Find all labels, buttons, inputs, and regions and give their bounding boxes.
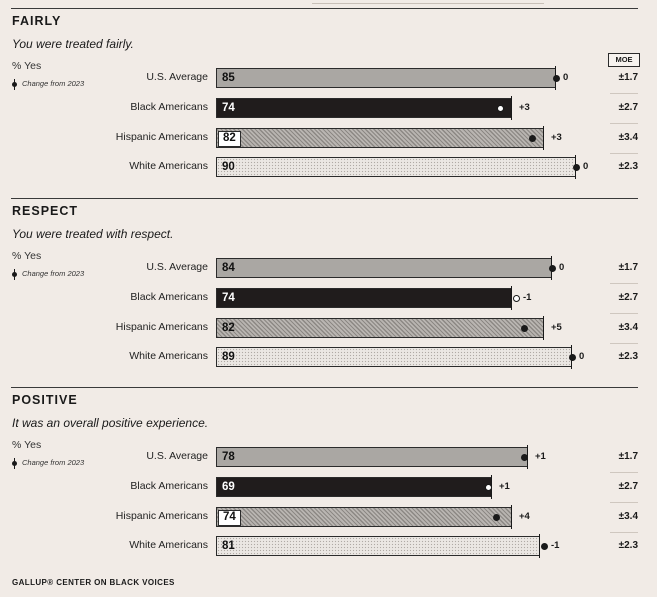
category-label: Black Americans xyxy=(130,101,208,113)
change-legend xyxy=(12,269,84,278)
bar-value-label: 89 xyxy=(222,351,235,363)
bar-black xyxy=(216,288,512,308)
bar-value-label: 84 xyxy=(222,262,235,274)
bar-hisp xyxy=(216,507,512,527)
change-value-label: 0 xyxy=(563,72,569,83)
change-marker-icon xyxy=(12,461,17,466)
bar-white xyxy=(216,347,572,367)
moe-value: ±1.7 xyxy=(618,72,638,83)
moe-separator xyxy=(610,123,638,124)
change-dot xyxy=(513,295,520,302)
bar-hisp xyxy=(216,318,544,338)
bar-black xyxy=(216,98,512,118)
chart-section-positive xyxy=(0,387,657,577)
change-dot xyxy=(541,543,548,550)
change-dot xyxy=(569,354,576,361)
change-value-label: 0 xyxy=(583,161,589,172)
change-value-label: 0 xyxy=(579,351,585,362)
bar-end-tick xyxy=(511,505,512,529)
axis-label-pct-yes: % Yes xyxy=(12,250,42,262)
change-dot xyxy=(521,325,528,332)
bar-us xyxy=(216,68,556,88)
bar-white xyxy=(216,157,576,177)
bar-value-label: 81 xyxy=(222,540,235,552)
top-tab-edge xyxy=(312,0,544,4)
change-value-label: +3 xyxy=(551,132,562,143)
bar-value-label: 74 xyxy=(222,102,235,114)
change-value-label: -1 xyxy=(551,540,560,551)
change-marker-icon xyxy=(12,272,17,277)
moe-separator xyxy=(610,343,638,344)
bar-us xyxy=(216,447,528,467)
section-rule xyxy=(11,198,638,199)
section-rule xyxy=(11,387,638,388)
chart-subtitle: You were treated fairly. xyxy=(12,37,134,51)
change-dot xyxy=(497,105,504,112)
change-dot xyxy=(493,514,500,521)
moe-separator xyxy=(610,153,638,154)
bar-value-label: 69 xyxy=(222,481,235,493)
category-label: White Americans xyxy=(129,350,208,362)
moe-separator xyxy=(610,532,638,533)
category-label: White Americans xyxy=(129,539,208,551)
chart-subtitle: You were treated with respect. xyxy=(12,227,174,241)
change-legend-text: Change from 2023 xyxy=(22,269,85,278)
bar-value-label: 74 xyxy=(222,292,235,304)
moe-value: ±3.4 xyxy=(618,132,638,143)
category-label: Black Americans xyxy=(130,291,208,303)
axis-label-pct-yes: % Yes xyxy=(12,60,42,72)
change-marker-icon xyxy=(12,82,17,87)
change-legend xyxy=(12,79,84,88)
axis-label-pct-yes: % Yes xyxy=(12,439,42,451)
bar-white xyxy=(216,536,540,556)
chart-section-respect xyxy=(0,198,657,388)
category-label: Hispanic Americans xyxy=(115,321,208,333)
category-label: Hispanic Americans xyxy=(115,131,208,143)
bar-black xyxy=(216,477,492,497)
change-value-label: +1 xyxy=(535,451,546,462)
footer-credit: GALLUP® CENTER ON BLACK VOICES xyxy=(12,578,175,587)
bar-value-label: 82 xyxy=(218,131,241,147)
category-label: U.S. Average xyxy=(146,261,208,273)
change-dot xyxy=(549,265,556,272)
moe-value: ±3.4 xyxy=(618,511,638,522)
moe-value: ±2.7 xyxy=(618,481,638,492)
bar-end-tick xyxy=(511,96,512,120)
bar-end-tick xyxy=(511,286,512,310)
chart-subtitle: It was an overall positive experience. xyxy=(12,416,209,430)
bar-value-label: 74 xyxy=(218,510,241,526)
moe-value: ±2.7 xyxy=(618,102,638,113)
category-label: U.S. Average xyxy=(146,71,208,83)
bar-end-tick xyxy=(539,534,540,558)
change-legend-text: Change from 2023 xyxy=(22,79,85,88)
bar-end-tick xyxy=(543,316,544,340)
change-legend-text: Change from 2023 xyxy=(22,458,85,467)
moe-value: ±3.4 xyxy=(618,322,638,333)
change-dot xyxy=(573,164,580,171)
moe-separator xyxy=(610,313,638,314)
moe-separator xyxy=(610,93,638,94)
moe-value: ±2.3 xyxy=(618,540,638,551)
moe-value: ±2.3 xyxy=(618,351,638,362)
category-label: U.S. Average xyxy=(146,450,208,462)
chart-title: FAIRLY xyxy=(12,14,62,28)
moe-separator xyxy=(610,283,638,284)
change-dot xyxy=(485,484,492,491)
bar-value-label: 82 xyxy=(222,322,235,334)
bar-value-label: 90 xyxy=(222,161,235,173)
moe-value: ±2.7 xyxy=(618,292,638,303)
change-value-label: +1 xyxy=(499,481,510,492)
chart-title: RESPECT xyxy=(12,204,79,218)
bar-value-label: 78 xyxy=(222,451,235,463)
change-value-label: +5 xyxy=(551,322,562,333)
change-dot xyxy=(553,75,560,82)
bar-hisp xyxy=(216,128,544,148)
change-value-label: 0 xyxy=(559,262,565,273)
chart-section-fairly xyxy=(0,8,657,198)
category-label: Black Americans xyxy=(130,480,208,492)
change-dot xyxy=(521,454,528,461)
moe-value: ±1.7 xyxy=(618,451,638,462)
change-value-label: +4 xyxy=(519,511,530,522)
moe-value: ±1.7 xyxy=(618,262,638,273)
change-value-label: -1 xyxy=(523,292,532,303)
bar-value-label: 85 xyxy=(222,72,235,84)
change-dot xyxy=(529,135,536,142)
bar-end-tick xyxy=(543,126,544,150)
section-rule xyxy=(11,8,638,9)
change-legend xyxy=(12,458,84,467)
category-label: White Americans xyxy=(129,160,208,172)
chart-title: POSITIVE xyxy=(12,393,78,407)
moe-separator xyxy=(610,472,638,473)
category-label: Hispanic Americans xyxy=(115,510,208,522)
moe-header: MOE xyxy=(608,53,640,67)
change-value-label: +3 xyxy=(519,102,530,113)
bar-us xyxy=(216,258,552,278)
moe-value: ±2.3 xyxy=(618,161,638,172)
moe-separator xyxy=(610,502,638,503)
